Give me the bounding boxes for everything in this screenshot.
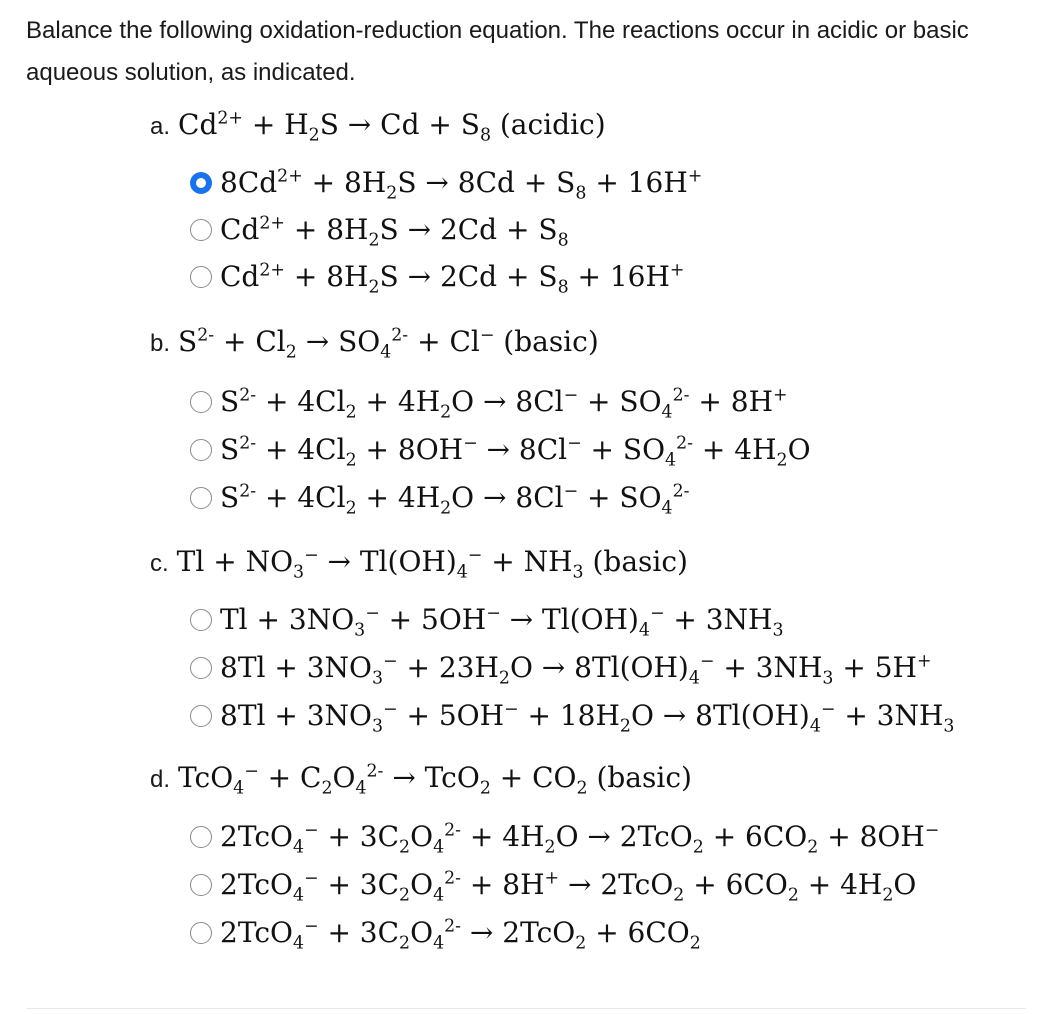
radio-button-icon[interactable] (190, 439, 212, 461)
answer-option[interactable] (190, 699, 955, 737)
option-equation: $2TcO_4^- + 3C_2O_4^{2-} + 8H^+ \to 2TcO_2 + 6CO_2 + 4H_2O$ (220, 868, 917, 906)
question-c-header (150, 545, 688, 583)
option-equation: $8Tl + 3NO_3^- + 23H_2O \to 8Tl(OH)_4^- + 3NH_3 + 5H^+$ (220, 651, 932, 689)
question-d-header (150, 761, 692, 799)
question-letter: a. (150, 113, 171, 140)
radio-button-icon[interactable] (190, 487, 212, 509)
option-equation: $S^{2-} + 4Cl_2 + 4H_2O \to 8Cl^- + SO_4^{2-} + 8H^+$ (220, 385, 788, 423)
radio-button-icon[interactable] (190, 657, 212, 679)
option-equation: $2TcO_4^- + 3C_2O_4^{2-} \to 2TcO_2 + 6CO_2$ (220, 916, 701, 954)
question-equation: $S^{2-} + Cl_2 \to SO_4^{2-} + Cl^-$ (basic) (178, 325, 599, 363)
answer-option[interactable] (190, 868, 917, 906)
option-equation: $Cd^{2+} + 8H_2S \to 2Cd + S_8 + 16H^+$ (220, 260, 685, 298)
answer-option[interactable] (190, 260, 685, 298)
question-letter: c. (150, 550, 169, 577)
question-letter: d. (150, 766, 171, 793)
divider (26, 1008, 1026, 1009)
answer-option[interactable] (190, 385, 788, 423)
option-equation: $Tl + 3NO_3^- + 5OH^- \to Tl(OH)_4^- + 3NH_3$ (220, 603, 784, 641)
answer-option[interactable] (190, 166, 703, 204)
question-instructions: Balance the following oxidation-reduction equation. The reactions occur in acidic or basic aqueous solution, as indicated. (26, 17, 969, 86)
option-equation: $2TcO_4^- + 3C_2O_4^{2-} + 4H_2O \to 2TcO_2 + 6CO_2 + 8OH^-$ (220, 820, 940, 858)
answer-option[interactable] (190, 433, 811, 471)
radio-button-icon[interactable] (190, 826, 212, 848)
option-equation: $Cd^{2+} + 8H_2S \to 2Cd + S_8$ (220, 213, 569, 251)
question-equation: $Tl + NO_3^- \to Tl(OH)_4^- + NH_3$ (basic) (176, 545, 688, 583)
answer-option[interactable] (190, 481, 690, 519)
answer-option[interactable] (190, 603, 784, 641)
radio-button-icon[interactable] (190, 391, 212, 413)
answer-option[interactable] (190, 651, 932, 689)
radio-button-icon[interactable] (190, 219, 212, 241)
answer-option[interactable] (190, 820, 940, 858)
option-equation: $S^{2-} + 4Cl_2 + 4H_2O \to 8Cl^- + SO_4^{2-}$ (220, 481, 690, 519)
radio-button-icon[interactable] (190, 266, 212, 288)
question-equation: $Cd^{2+} + H_2S \to Cd + S_8$ (acidic) (178, 108, 606, 146)
radio-button-icon[interactable] (190, 874, 212, 896)
radio-button-icon[interactable] (190, 609, 212, 631)
answer-option[interactable] (190, 916, 701, 954)
question-letter: b. (150, 330, 171, 357)
option-equation: $S^{2-} + 4Cl_2 + 8OH^- \to 8Cl^- + SO_4^{2-} + 4H_2O$ (220, 433, 811, 471)
radio-button-icon[interactable] (190, 922, 212, 944)
option-equation: $8Tl + 3NO_3^- + 5OH^- + 18H_2O \to 8Tl(OH)_4^- + 3NH_3$ (220, 699, 955, 737)
radio-button-icon[interactable] (190, 705, 212, 727)
answer-option[interactable] (190, 213, 569, 251)
question-b-header (150, 325, 599, 363)
option-equation: $8Cd^{2+} + 8H_2S \to 8Cd + S_8 + 16H^+$ (220, 166, 703, 204)
question-equation: $TcO_4^- + C_2O_4^{2-} \to TcO_2 + CO_2$ (basic) (178, 761, 692, 799)
question-a-header (150, 108, 606, 146)
radio-button-selected-icon[interactable] (190, 172, 212, 194)
